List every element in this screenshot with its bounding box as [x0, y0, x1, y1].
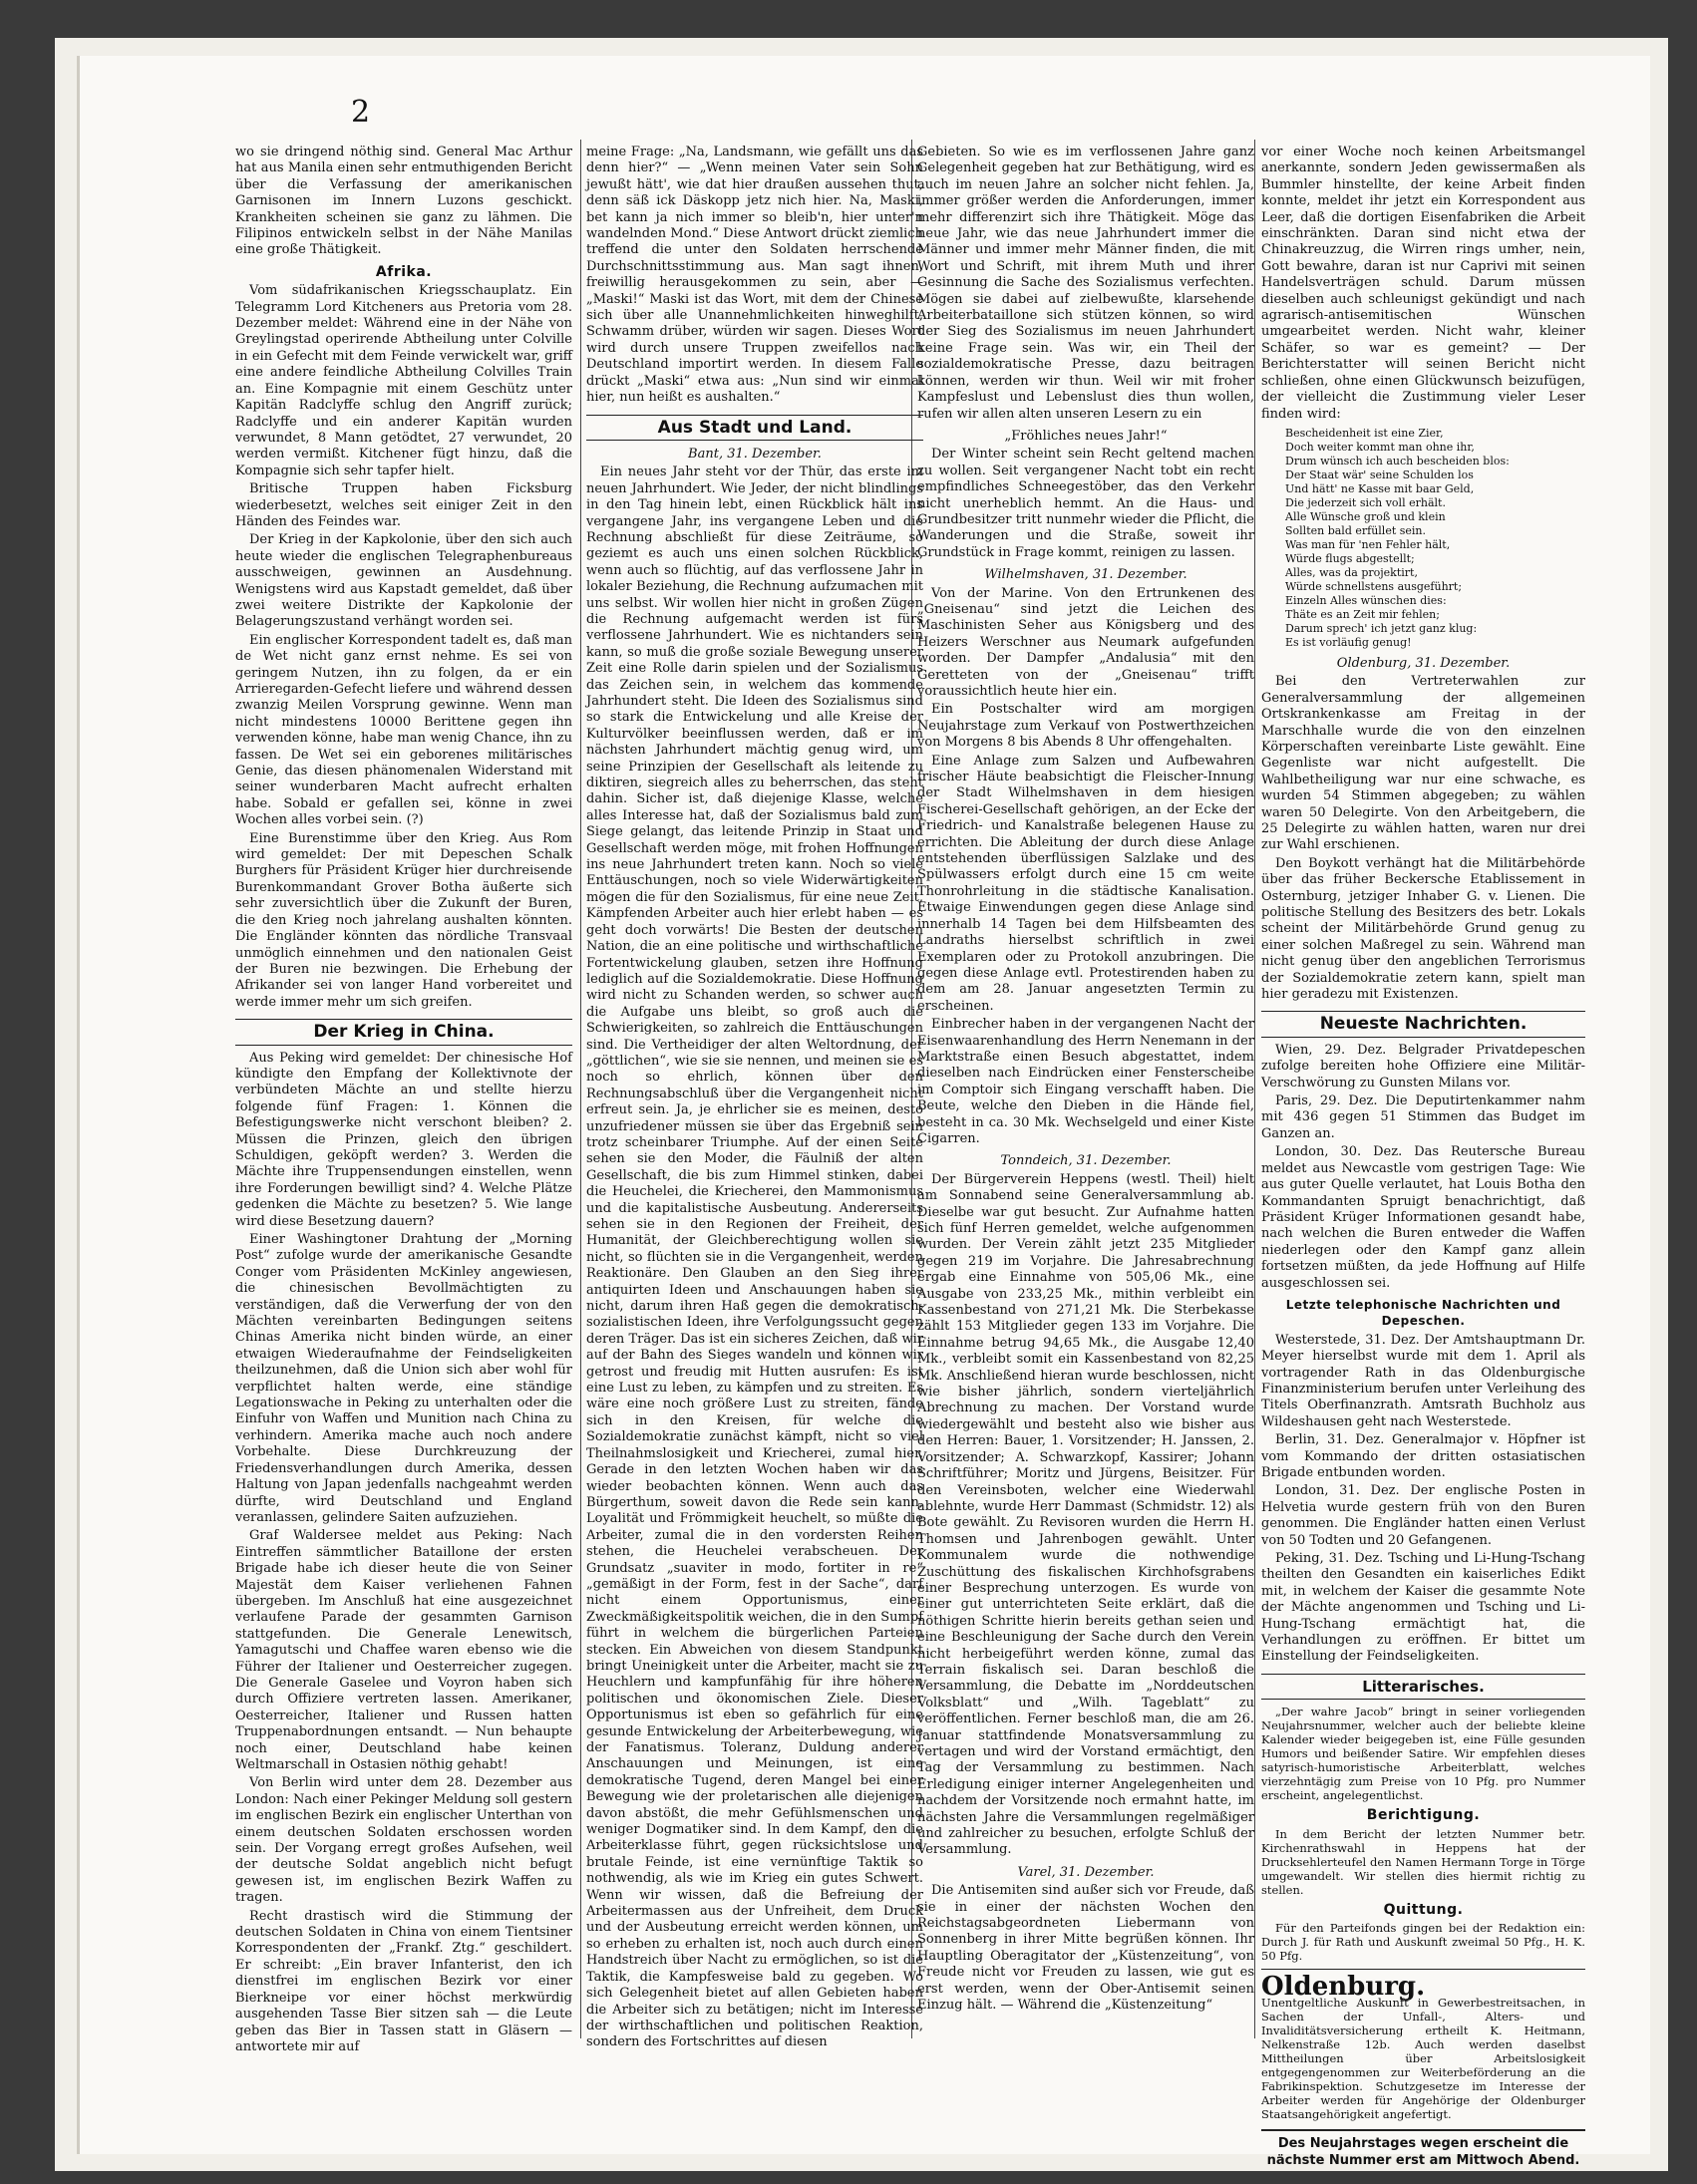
paragraph: Einbrecher haben in der vergangenen Nacht der Eisenwaarenhandlung des Herrn Nenemann in der Marktstraße einen Besuch abgestattet, indem dieselben nach Eindrücken einer Fensterscheibe im Comptoir sich Eingang verschafft haben. Die Beute, welche den Dieben in die Hände fiel, besteht in ca. 30 Mk. Wechselgeld und einer Kiste Cigarren. — [917, 1017, 1254, 1146]
column-1 — [235, 145, 572, 2054]
new-year-wish: „Fröhliches neues Jahr!“ — [1004, 428, 1168, 444]
paragraph: Paris, 29. Dez. Die Deputirtenkammer nahm mit 436 gegen 51 Stimmen das Budget im Ganzen an. — [1261, 1093, 1585, 1141]
poem-line: Darum sprech' ich jetzt ganz klug: — [1285, 621, 1478, 635]
poem-line: Der Staat wär' seine Schulden los — [1285, 468, 1474, 481]
paragraph: Von der Marine. Von den Ertrunkenen des „Gneisenau“ sind jetzt die Leichen des Maschinisten Seher aus Königsberg und des Heizers Werschner aus Neumark aufgefunden worden. Der Dampfer „Andalusia“ mit den Geretteten von der „Gneisenau“ trifft voraussichtlich heute hier ein. — [917, 585, 1254, 699]
column-3 — [917, 145, 1254, 2043]
poem-line: Würde flugs abgestellt; — [1285, 551, 1415, 565]
paragraph: „Der wahre Jacob“ bringt in seiner vorliegenden Neujahrsnummer, welcher auch der beliebte kleine Kalender wieder beigegeben ist, eine Fülle gesunden Humors und beißender Satire. Wir empfehlen dieses satyrisch-humoristische Arbeiterblatt, welches vierzehntägig zum Preise von 10 Pfg. pro Nummer erscheint, angelegentlichst. — [1261, 1705, 1585, 1803]
paragraph: Vom südafrikanischen Kriegsschauplatz. Ein Telegramm Lord Kitcheners aus Pretoria vom 28. Dezember meldet: Während eine in der Nähe von Greylingstad operirende Abtheilung unter Colville in ein Gefecht mit dem Feinde verwickelt war, griff eine andere feindliche Abtheilung Colvilles Train an. Eine Kompagnie mit einem Geschütz unter Kapitän Radclyffe schlug den Angriff zurück; Radclyffe und ein anderer Kapitän wurden verwundet, 8 Mann getödtet, 27 verwundet, 20 werden vermißt. Kitchener fügt hinzu, daß die Kompagnie sich sehr tapfer hielt. — [235, 283, 572, 478]
column-rule — [1254, 140, 1255, 2038]
poem-line: Sollten bald erfüllet sein. — [1285, 523, 1427, 537]
poem-line: Alle Wünsche groß und klein — [1285, 509, 1446, 523]
poem-line: Was man für 'nen Fehler hält, — [1285, 537, 1451, 551]
column-4 — [1261, 145, 1585, 2168]
paragraph: Den Boykott verhängt hat die Militärbehörde über das früher Beckersche Etablissement in Osternburg, jetziger Inhaber G. v. Lienen. Die politische Stellung des Besitzers des betr. Lokals scheint der Militärbehörde Grund genug zu einer solchen Maßregel zu sein. Während man nicht genug über den angeblichen Terrorismus der Sozialdemokratie zetern kann, spielt man hier geradezu mit Existenzen. — [1261, 855, 1585, 1003]
paragraph: Der Krieg in der Kapkolonie, über den sich auch heute wieder die englischen Telegraphenbureaus ausschweigen, gewinnen an Ausdehnung. Wenigstens wird aus Kapstadt gemeldet, daß über zwei weitere Distrikte der Kapkolonie der Belagerungszustand verhängt worden sei. — [235, 532, 572, 630]
section-heading-litterarisches: Litterarisches. — [1261, 1674, 1585, 1700]
paragraph: Wien, 29. Dez. Belgrader Privatdepeschen zufolge bereiten hohe Offiziere eine Militär-Verschwörung zu Gunsten Milans vor. — [1261, 1042, 1585, 1091]
section-heading-afrika: Afrika. — [375, 263, 433, 280]
paragraph: Eine Anlage zum Salzen und Aufbewahren frischer Häute beabsichtigt die Fleischer-Innung der Stadt Wilhelmshaven in dem hiesigen Fischerei-Gesellschaft gehörigen, an der Ecke der Friedrich- und Kanalstraße belegenen Hause zu errichten. Die Ableitung der durch diese Anlage entstehenden überflüssigen Salzlake und des Spülwassers erfolgt durch eine 15 cm weite Thonrohrleitung in die städtische Kanalisation. Etwaige Einwendungen gegen diese Anlage sind innerhalb 14 Tagen bei dem Hilfsbeamten des Landraths hierselbst schriftlich in zwei Exemplaren oder zu Protokoll anzubringen. Die gegen diese Anlage evtl. Protestirenden haben zu dem am 28. Januar angesetzten Termin zu erscheinen. — [917, 753, 1254, 1014]
section-heading-neueste: Neueste Nachrichten. — [1261, 1011, 1585, 1037]
poem-line: Es ist vorläufig genug! — [1285, 635, 1412, 649]
paragraph: Bei den Vertreterwahlen zur Generalversammlung der allgemeinen Ortskrankenkasse am Freitag in der Marschhalle wurde die von den einzelnen Körperschaften vereinbarte Liste gewählt. Eine Gegenliste war nicht aufgestellt. Die Wahlbetheiligung war nur eine schwache, es wurden 54 Stimmen abgegeben; zu wählen waren 50 Delegirte. Von den Arbeitgebern, die 25 Delegirte zu wählen hatten, waren nur drei zur Wahl erschienen. — [1261, 674, 1585, 853]
section-heading-stadt-und-land: Aus Stadt und Land. — [586, 415, 923, 441]
page-number: 2 — [351, 95, 371, 130]
poem-line: Und hätt' ne Kasse mit baar Geld, — [1285, 481, 1475, 495]
column-rule — [580, 140, 581, 2038]
dateline: Varel, 31. Dezember. — [1017, 1864, 1155, 1880]
paragraph: Recht drastisch wird die Stimmung der deutschen Soldaten in China von einem Tientsiner Korrespondenten der „Frankf. Ztg.“ geschildert. Er schreibt: „Ein braver Infanterist, den ich dienstfrei im englischen Bezirk vor einer Bierkneipe vor einer höchst merkwürdig ausgehenden Tasse Bier sitzen sah — die Leute geben das Bier in Tassen statt in Gläsern — antwortete mir auf — [235, 1908, 572, 2054]
poem — [1285, 427, 1585, 650]
column-2 — [586, 145, 923, 2050]
poem-line: Die jederzeit sich voll erhält. — [1285, 495, 1446, 509]
dateline: Wilhelmshaven, 31. Dezember. — [984, 567, 1188, 583]
section-heading-china: Der Krieg in China. — [235, 1019, 572, 1045]
poem-line: Thäte es an Zeit mir fehlen; — [1285, 607, 1440, 621]
paragraph: Für den Parteifonds gingen bei der Redaktion ein: Durch J. für Rath und Auskunft zweimal 50 Pfg., H. K. 50 Pfg. — [1261, 1921, 1585, 1964]
poem-line: Würde schnellstens ausgeführt; — [1285, 579, 1463, 593]
paragraph: Britische Truppen haben Ficksburg wiederbesetzt, welches seit einiger Zeit in den Händen des Feindes war. — [235, 481, 572, 529]
poem-line: Bescheidenheit ist eine Zier, — [1285, 426, 1444, 440]
paragraph: Westerstede, 31. Dez. Der Amtshauptmann Dr. Meyer hierselbst wurde mit dem 1. April als vortragender Rath in das Oldenburgische Finanzministerium berufen unter Verleihung des Titels Oberfinanzrath. Amtsrath Buchholz aus Wildeshausen geht nach Westerstede. — [1261, 1332, 1585, 1429]
paragraph: Aus Peking wird gemeldet: Der chinesische Hof kündigte den Empfang der Kollektivnote der verbündeten Mächte an und stellte hierzu folgende fünf Fragen: 1. Können die Befestigungswerke nicht verschont bleiben? 2. Müssen die Prinzen, gleich den übrigen Schuldigen, geköpft werden? 3. Werden die Mächte ihre Truppensendungen einstellen, wenn ihre Forderungen bewilligt sind? 4. Welche Plätze gedenken die Mächte zu besetzen? 5. Wie lange wird diese Besetzung dauern? — [235, 1050, 572, 1229]
paragraph: wo sie dringend nöthig sind. General Mac Arthur hat aus Manila einen sehr entmuthigenden Bericht über die Verfassung der amerikanischen Garnisonen im Innern Luzons geschickt. Krankheiten scheinen sie ganz zu lähmen. Die Filipinos entwickeln selbst in der Nähe Manilas eine große Thätigkeit. — [235, 145, 572, 258]
poem-line: Einzeln Alles wünschen dies: — [1285, 593, 1447, 607]
advertisement-text: Unentgeltliche Auskunft in Gewerbestreitsachen, in Sachen der Unfall-, Alters- und Invaliditätsversicherung ertheilt K. Heitmann, Nelkenstraße 12b. Auch werden daselbst Mittheilungen über Arbeitslosigkeit entgegengenommen zur Weiterbeförderung an die Fabrikinspektion. Schutzgesetze im Interesse der Arbeiter werden für Angehörige der Oldenburger Staatsangehörigkeit angefertigt. — [1261, 1996, 1585, 2122]
section-heading-berichtigung: Berichtigung. — [1366, 1807, 1481, 1824]
poem-line: Alles, was da projektirt, — [1285, 565, 1418, 579]
section-heading-quittung: Quittung. — [1383, 1901, 1464, 1918]
paragraph: Eine Burenstimme über den Krieg. Aus Rom wird gemeldet: Der mit Depeschen Schalk Burghers für Präsident Krüger hier durchreisende Burenkommandant Grover Botha äußerte sich sehr zuversichtlich über die Zukunft der Buren, die den Krieg noch jahrelang aushalten könnten. Die Engländer könnten das nördliche Transvaal unmöglich einnehmen und den nationalen Geist der Buren nie bezwingen. Die Erhebung der Afrikander sei von langer Hand vorbereitet und werde immer mehr um sich greifen. — [235, 830, 572, 1010]
paragraph: Ein Postschalter wird am morgigen Neujahrstage zum Verkauf von Postwerthzeichen von Morgens 8 bis Abends 8 Uhr offengehalten. — [917, 702, 1254, 751]
paragraph: Graf Waldersee meldet aus Peking: Nach Eintreffen sämmtlicher Bataillone der ersten Brigade habe ich dieser heute die von Seiner Majestät dem Kaiser verliehenen Fahnen übergeben. Im Anschluß hat eine ausgezeichnet verlaufene Parade der gesammten Garnison stattgefunden. Die Generale Lenewitsch, Yamagutschi und Chaffee waren ebenso wie die Führer der Italiener und Oesterreicher zugegen. Die Generale Gaselee und Voyron haben sich durch Offiziere vertreten lassen. Amerikaner, Oesterreicher, Italiener und Russen hatten Truppenabordnungen entsandt. — Nun behaupte noch einer, Deutschland habe keinen Weltmarschall in Ostasien nöthig gehabt! — [235, 1528, 572, 1772]
dateline: Tonndeich, 31. Dezember. — [1000, 1153, 1172, 1169]
paragraph: vor einer Woche noch keinen Arbeitsmangel anerkannte, sondern Jeden gewissermaßen als Bummler hinstellte, der keine Arbeit finden konnte, meldet ihr jetzt ein Korrespondent aus Leer, daß die dortigen Eisenfabriken die Arbeit einschränkten. Daran sind nicht etwa der Chinakreuzzug, die Wirren rings umher, nein, Gott bewahre, daran ist nur Caprivi mit seinen Handelsverträgen schuld. Darum müssen dieselben auch schleunigst gekündigt und nach agrarisch-antisemitischen Wünschen umgearbeitet werden. Nicht wahr, kleiner Schäfer, so war es gemeint? — Der Berichterstatter will seinen Bericht nicht schließen, ohne einen Glückwunsch beizufügen, der vielleicht die Zustimmung vieler Leser finden wird: — [1261, 145, 1585, 422]
advertisement — [1261, 1969, 1585, 2121]
poem-line: Doch weiter kommt man ohne ihr, — [1285, 440, 1475, 454]
paragraph: Peking, 31. Dez. Tsching und Li-Hung-Tschang theilten den Gesandten ein kaiserliches Edikt mit, in welchem der Kaiser die gesammte Note der Mächte angenommen und Tsching und Li-Hung-Tschang ermächtigt hat, die Verhandlungen zu eröffnen. Er bittet um Einstellung der Feindseligkeiten. — [1261, 1551, 1585, 1665]
paragraph: Ein englischer Korrespondent tadelt es, daß man de Wet nicht ganz ernst nehme. Es sei von geringem Nutzen, ihn zu folgen, da er ein Arrieregarden-Gefecht liefere und während dessen zwanzig Meilen Vorsprung gewinne. Wenn man nicht mindestens 10000 Berittene gegen ihn verwenden könne, habe man wenig Chance, ihn zu fassen. De Wet sei ein geborenes militärisches Genie, das diesen phänomenalen Widerstand mit seiner wunderbaren Macht aufrecht erhalten habe. Sobald er gefallen sei, könne in zwei Wochen alles vorbei sein. (?) — [235, 632, 572, 828]
paragraph: Von Berlin wird unter dem 28. Dezember aus London: Nach einer Pekinger Meldung soll gestern im englischen Bezirk ein englischer Unterthan von einem deutschen Soldaten erschossen worden sein. Der Vorgang erregt großes Aufsehen, weil der deutsche Soldat angeblich nicht befugt gewesen ist, im englischen Bezirk Waffen zu tragen. — [235, 1775, 572, 1906]
section-heading-depeschen: Letzte telephonische Nachrichten und Depeschen. — [1285, 1297, 1561, 1329]
dateline: Bant, 31. Dezember. — [688, 446, 822, 462]
dateline: Oldenburg, 31. Dezember. — [1336, 655, 1511, 671]
paragraph: Der Bürgerverein Heppens (westl. Theil) hielt am Sonnabend seine Generalversammlung ab. Dieselbe war gut besucht. Zur Aufnahme hatten sich fünf Herren gemeldet, welche aufgenommen wurden. Der Verein zählt jetzt 235 Mitglieder gegen 219 im Vorjahre. Die Jahresabrechnung ergab eine Einnahme von 505,06 Mk., eine Ausgabe von 233,25 Mk., mithin verbleibt ein Kassenbestand von 271,21 Mk. Die Sterbekasse zählt 153 Mitglieder gegen 133 im Vorjahre. Die Einnahme betrug 94,65 Mk., die Ausgabe 12,40 Mk., verbleibt somit ein Kassenbestand von 82,25 Mk. Anschließend hieran wurde beschlossen, nicht wie bisher jährlich, sondern vierteljährlich Abrechnung zu machen. Der Vorstand wurde wiedergewählt und besteht also wie bisher aus den Herren: Bauer, 1. Vorsitzender; H. Janssen, 2. Vorsitzender; A. Schwarzkopf, Kassirer; Johann Schriftführer; Moritz und Jürgens, Beisitzer. Für den Vereinsboten, welcher eine Wiederwahl ablehnte, wurde Herr Dammast (Schmidstr. 12) als Bote gewählt. Zu Revisoren wurden die Herrn H. Thomsen und Jahrenbogen gewählt. Unter Kommunalem wurde die nothwendige Zuschüttung des fiskalischen Kirchhofsgrabens einer Besprechung unterzogen. Es wurde von einer gut unterrichteten Seite erklärt, daß die nöthigen Schritte hierin bereits gethan seien und eine Beschleunigung der Sache durch den Verein nicht herbeigeführt werden könne, zumal das Terrain fiskalisch sei. Daran beschloß die Versammlung, die Debatte im „Norddeutschen Volksblatt“ und „Wilh. Tageblatt“ zu veröffentlichen. Ferner beschloß man, die am 26. Januar stattfindende Monatsversammlung zu vertagen und wird der Vorstand ermächtigt, den Tag der Versammlung zu bestimmen. Nach Erledigung einiger interner Angelegenheiten und nachdem der Vorsitzende noch ermahnt hatte, im nächsten Jahre die Versammlungen regelmäßiger und zahlreicher zu besuchen, erfolgte Schluß der Versammlung. — [917, 1171, 1254, 1858]
paragraph: Gebieten. So wie es im verflossenen Jahre ganz Gelegenheit gegeben hat zur Bethätigung, wird es auch im neuen Jahre an solcher nicht fehlen. Ja, immer größer werden die Anforderungen, immer mehr differenzirt sich ihre Thätigkeit. Möge das neue Jahr, wie das neue Jahrhundert immer die Männer und immer mehr Männer finden, die mit Wort und Schrift, mit ihrem Muth und ihrer Gesinnung die Sache des Sozialismus verfechten. Mögen sie dabei auf zielbewußte, klarsehende Arbeiterbataillone sich stützen können, so wird der Sieg des Sozialismus im neuen Jahrhundert keine Frage sein. Was wir, ein Theil der sozialdemokratische Presse, dazu beitragen können, werden wir thun. Weil wir mit froher Kampfeslust und Lebenslust dies thun wollen, rufen wir allen alten unseren Lesern zu ein — [917, 145, 1254, 422]
paragraph: In dem Bericht der letzten Nummer betr. Kirchenrathswahl in Heppens hat der Drucksehlerteufel den Namen Hermann Torge in Törge umgewandelt. Wir stellen dies hiermit richtig zu stellen. — [1261, 1826, 1585, 1897]
paragraph: Berlin, 31. Dez. Generalmajor v. Höpfner ist vom Kommando der dritten ostasiatischen Brigade entbunden worden. — [1261, 1432, 1585, 1480]
advertisement-title: Oldenburg. — [1261, 1972, 1426, 2003]
paragraph: meine Frage: „Na, Landsmann, wie gefällt uns das denn hier?“ — „Wenn meinen Vater sein Sohn jewußt hätt', wie dat hier draußen aussehen thut, denn säß ick Däskopp jetz nich hier. Na, Maski, bet kann ja nich immer so bleib'n, hier unter'n wandelnden Mond.“ Diese Antwort drückt ziemlich treffend die unter den Soldaten herrschende Durchschnittsstimmung aus. Man sagt ihnen, freiwillig herausgekommen zu sein, aber — „Maski!“ Maski ist das Wort, mit dem der Chinese sich über alle Unannehmlichkeiten hinweghilft, Schwamm drüber, würden wir sagen. Dieses Wort wird durch unsere Truppen zweifellos nach Deutschland importirt werden. In diesem Falle drückt „Maski“ etwa aus: „Nun sind wir einmal hier, nun heißt es aushalten.“ — [586, 145, 923, 406]
paragraph: London, 31. Dez. Der englische Posten in Helvetia wurde gestern früh von den Buren genommen. Die Engländer hatten einen Verlust von 50 Todten und 20 Gefangenen. — [1261, 1483, 1585, 1548]
paragraph: Die Antisemiten sind außer sich vor Freude, daß sie in einer der nächsten Wochen den Reichstagsabgeordneten Liebermann von Sonnenberg in ihrer Mitte begrüßen können. Ihr Hauptling Oberagitator der „Küstenzeitung“, von Freude nicht vor Freuden zu lassen, wie gut es erst werden, wenn der Ober-Antisemit seinen Einzug hält. — Während die „Küstenzeitung“ — [917, 1883, 1254, 2014]
paragraph: London, 30. Dez. Das Reutersche Bureau meldet aus Newcastle vom gestrigen Tage: Wie aus guter Quelle verlautet, hat Louis Botha den Kommandanten Spruigt benachrichtigt, daß Präsident Krüger Informationen gesandt habe, nach welchen die Buren entweder die Waffen niederlegen oder den Kampf ganz allein fortsetzen müßten, da jede Hoffnung auf Hilfe ausgeschlossen sei. — [1261, 1144, 1585, 1291]
publication-notice: Des Neujahrstages wegen erscheint die nächste Nummer erst am Mittwoch Abend. — [1261, 2129, 1585, 2169]
paragraph: Der Winter scheint sein Recht geltend machen zu wollen. Seit vergangener Nacht tobt ein recht empfindliches Schneegestöber, das den Verkehr nicht unerheblich hemmt. An die Haus- und Grundbesitzer tritt nunmehr wieder die Pflicht, die Wanderungen und die Straße, soweit ihr Grundstück in Frage kommt, reinigen zu lassen. — [917, 447, 1254, 560]
poem-line: Drum wünsch ich auch bescheiden blos: — [1285, 454, 1510, 468]
paragraph: Einer Washingtoner Drahtung der „Morning Post“ zufolge wurde der amerikanische Gesandte Conger vom Präsidenten McKinley angewiesen, die chinesischen Bevollmächtigten zu verständigen, daß die Verwerfung der von den Mächten vereinbarten Bedingungen seitens Chinas Amerika nicht binden würde, an einer etwaigen Wiederaufnahme der Feindseligkeiten theilzunehmen, daß die Union sich aber wohl für verpflichtet halten werde, eine ständige Legationswache in Peking zu unterhalten oder die Einfuhr von Waffen und Munition nach China zu verhindern. Amerika mache auch noch andere Vorbehalte. Diese Durchkreuzung der Friedensverhandlungen durch Amerika, dessen Haltung von Japan jedenfalls nachgeahmt werden dürfte, wird Deutschland und England veranlassen, gelindere Saiten aufzuziehen. — [235, 1232, 572, 1525]
paragraph: Ein neues Jahr steht vor der Thür, das erste im neuen Jahrhundert. Wie Jeder, der nicht blindlings in den Tag hinein lebt, einen Rückblick hält ins vergangene Jahr, ins vergangene Leben und die Rechnung abschließt für diese Zeiträume, so geziemt es auch uns einen solchen Rückblick, wenn auch so flüchtig, auf das verflossene Jahr in lokaler Beziehung, die Rechnung aufzumachen mit uns selbst. Wir wollen hier nicht in großen Zügen die Rechnung aufgemacht werden ist fürs verflossene Jahrhundert. Wie es nichtanders sein kann, so muß die große soziale Bewegung unserer Zeit eine Rolle darin spielen und der Sozialismus das Zeichen sein, in welchem das kommende Jahrhundert steht. Die Ideen des Sozialismus sind so stark die Entwickelung und alle Kreise der Kulturvölker beeinflussen werden, daß er im nächsten Jahrhundert mächtig genug wird, um seine Prinzipien der Gesellschaft als leitende zu diktiren, siegreich alles zu beherrschen, das steht dahin. Sicher ist, daß diejenige Klasse, welche alles Interesse hat, daß der Sozialismus bald zum Siege gelangt, das leitende Prinzip in Staat und Gesellschaft werden möge, mit frohen Hoffnungen ins neue Jahrhundert treten kann. Noch so viele Enttäuschungen, noch so viele Widerwärtigkeiten mögen die für den Sozialismus, für eine neue Zeit, Kämpfenden Arbeiter auch hier erlebt haben — es geht doch vorwärts! Die Besten der deutschen Nation, die an eine politische und wirthschaftliche Fortentwickelung glauben, setzen ihre Hoffnung lediglich auf die Sozialdemokratie. Diese Hoffnung wird nicht zu Schanden werden, so schwer auch die Aufgabe uns bleibt, so groß auch die Schwierigkeiten, so zahlreich die Enttäuschungen sind. Die Vertheidiger der alten Weltordnung, der „göttlichen“, wie sie sie nennen, und meinen sie es noch so ehrlich, können über den Rechnungsabschluß über die Vergangenheit nicht erfreut sein. Ja, je ehrlicher sie es meinen, desto unzufriedener müssen sie über das Ergebniß sein trotz scheinbarer Triumphe. Auf der einen Seite sehen sie den Moder, die Fäulniß der alten Gesellschaft, die bis zum Himmel stinken, dabei die Heuchelei, die Kriecherei, den Mammonismus und die kapitalistische Ausbeutung. Andererseits sehen sie in den Regionen der Freiheit, der Humanität, der Gleichberechtigung wollen sie nicht, so flüchten sie in die Vergangenheit, werden Reaktionäre. Den Glauben an den Sieg ihrer antiquirten Ideen und Anschauungen haben sie nicht, darum ihren Haß gegen die demokratisch-sozialistischen Ideen, ihre Verfolgungssucht gegen deren Träger. Das ist ein sicheres Zeichen, daß wir auf der Bahn des Sieges wandeln und können wir getrost und freudig mit Hutten ausrufen: Es ist eine Lust zu leben, zu kämpfen und zu streiten. Es wäre eine noch größere Lust zu streiten, fände sich in den Kreisen, für welche die Sozialdemokratie zunächst kämpft, nicht so viel Theilnahmslosigkeit und Kriecherei, zumal hier. Gerade in den letzten Wochen haben wir das wieder beobachten können. Wenn auch das Bürgerthum, soweit davon die Rede sein kann, Loyalität und Frömmigkeit heuchelt, so müßte die Arbeiter, zumal die in den vordersten Reihen stehen, die Heuchelei verabscheuen. Der Grundsatz „suaviter in modo, fortiter in re“ „gemäßigt in der Form, fest in der Sache“, darf nicht einem Opportunismus, einer Zweckmäßigkeitspolitik weichen, die in den Sumpf führt in welchem die bürgerlichen Parteien stecken. Ein Abweichen von diesem Standpunkt bringt Uneinigkeit unter die Arbeiter, macht sie zu Heuchlern und kampfunfähig für ihre höheren politischen und ökonomischen Ziele. Dieser Opportunismus ist eben so gefährlich für eine gesunde Entwickelung der Arbeiterbewegung, wie der Fanatismus. Toleranz, Duldung anderer Anschauungen und Meinungen, ist eine demokratische Tugend, deren Mangel bei einer Bewegung wie der proletarischen alle diejenigen davon abstößt, die mehr Gefühlsmenschen und weniger Dogmatiker sind. In dem Kampf, den die Arbeiterklasse führt, gegen rücksichtslose und brutale Feinde, ist eine vernünftige Taktik so nothwendig, als wie im Krieg ein gutes Schwert. Wenn wir wissen, daß die Befreiung der Arbeitermassen aus der Unfreiheit, dem Druck und der Ausbeutung erreicht werden können, um so erheben zu erhalten ist, noch auch durch einen Handstreich über Nacht zu ermöglichen, so ist die Taktik, die Kampfesweise bald zu gegeben. Wo sich Gelegenheit bietet auf allen Gebieten haben die Arbeiter sich zu betätigen; nicht im Interesse der wirthschaftlichen und politischen Reaktion, sondern des Fortschrittes auf diesen — [586, 465, 923, 2050]
